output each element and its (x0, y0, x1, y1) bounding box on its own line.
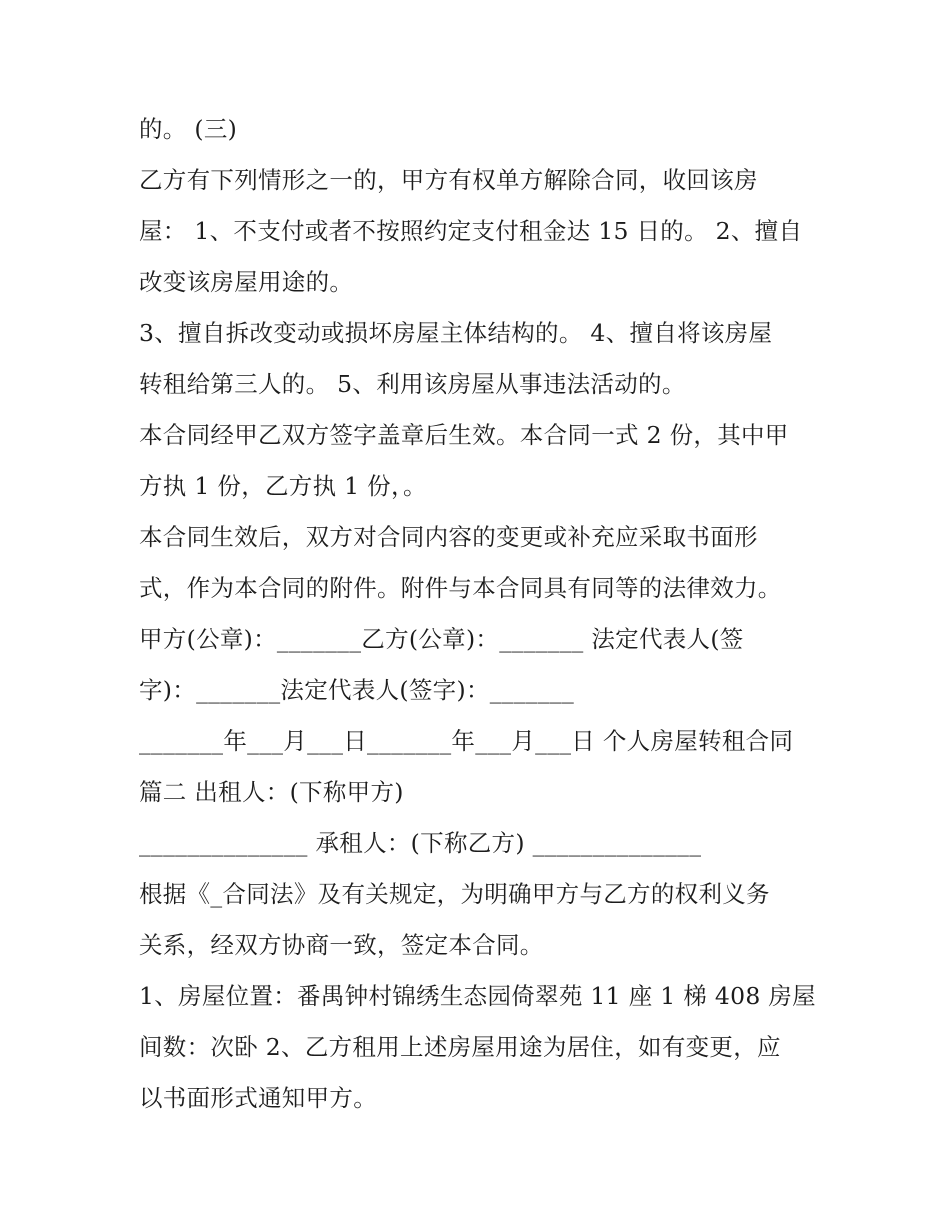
party-line: ______________ 承租人：(下称乙方) ______________ (139, 829, 702, 857)
section-heading-line: 篇二 出租人：(下称甲方) (139, 778, 404, 806)
paragraph-line: 式，作为本合同的附件。附件与本合同具有同等的法律效力。 (139, 574, 782, 602)
paragraph-line: 方执 1 份，乙方执 1 份，。 (139, 472, 427, 500)
paragraph-line: 乙方有下列情形之一的，甲方有权单方解除合同，收回该房 (139, 166, 758, 194)
paragraph-line: 间数：次卧 2、乙方租用上述房屋用途为居住，如有变更，应 (139, 1033, 781, 1061)
paragraph-line: 1、房屋位置：番禺钟村锦绣生态园倚翠苑 11 座 1 梯 408 房屋 (139, 982, 816, 1010)
paragraph-line: 根据《_合同法》及有关规定，为明确甲方与乙方的权利义务 (139, 880, 770, 908)
paragraph-line: 改变该房屋用途的。 (139, 268, 354, 296)
paragraph-line: 本合同经甲乙双方签字盖章后生效。本合同一式 2 份，其中甲 (139, 421, 789, 449)
paragraph-line: 的。 (三) (139, 115, 238, 143)
paragraph-line: 屋： 1、不支付或者不按照约定支付租金达 15 日的。 2、擅自 (139, 217, 803, 245)
date-line: _______年___月___日_______年___月___日 个人房屋转租合同 (139, 727, 794, 755)
paragraph-line: 3、擅自拆改变动或损坏房屋主体结构的。 4、擅自将该房屋 (139, 319, 773, 347)
paragraph-line: 本合同生效后，双方对合同内容的变更或补充应采取书面形 (139, 523, 758, 551)
signature-line: 甲方(公章)：_______乙方(公章)：_______ 法定代表人(签 (139, 625, 744, 653)
signature-line: 字)：_______法定代表人(签字)：_______ (139, 676, 575, 704)
paragraph-line: 转租给第三人的。 5、利用该房屋从事违法活动的。 (139, 370, 686, 398)
paragraph-line: 以书面形式通知甲方。 (139, 1084, 377, 1112)
document-body (139, 104, 839, 1124)
paragraph-line: 关系，经双方协商一致，签定本合同。 (139, 931, 544, 959)
